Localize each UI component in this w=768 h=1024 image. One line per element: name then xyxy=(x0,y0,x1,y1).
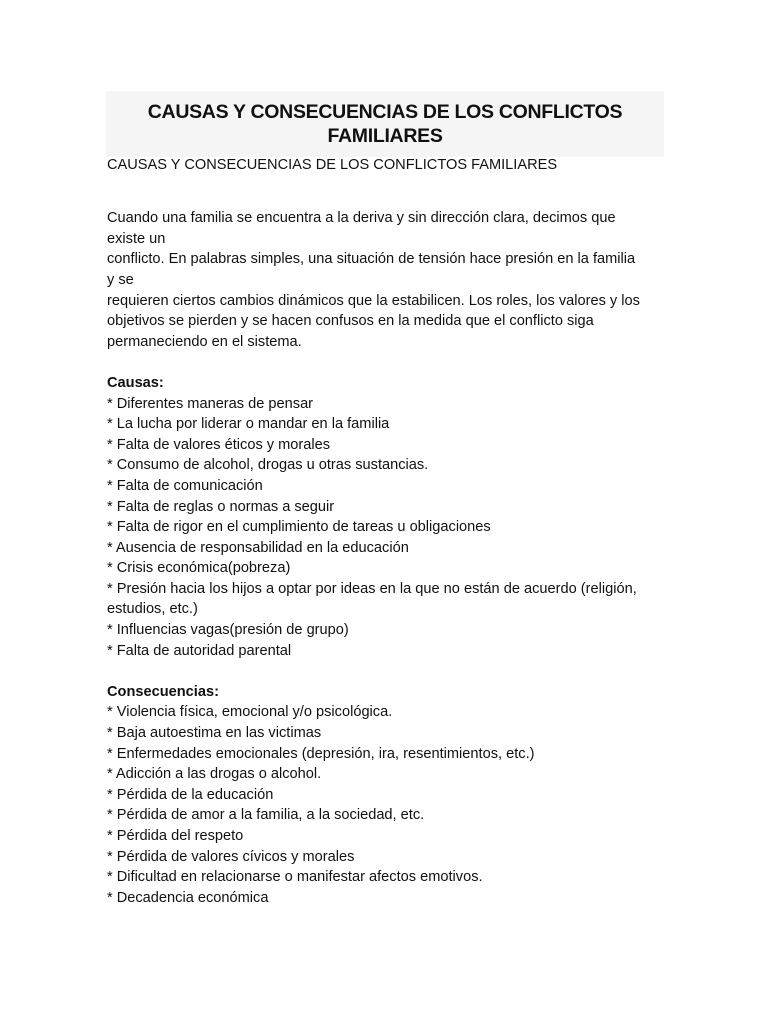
title-banner xyxy=(106,91,664,157)
list-item: * Influencias vagas(presión de grupo) xyxy=(107,622,349,639)
list-item: * Pérdida de amor a la familia, a la sociedad, etc. xyxy=(107,807,425,824)
intro-line: conflicto. En palabras simples, una situación de tensión hace presión en la familia xyxy=(107,251,636,268)
intro-line: existe un xyxy=(107,230,166,247)
causes-section xyxy=(107,373,667,661)
document-body xyxy=(107,155,667,908)
list-item: * Adicción a las drogas o alcohol. xyxy=(107,766,322,783)
list-item: * Consumo de alcohol, drogas u otras sustancias. xyxy=(107,457,429,474)
list-item: * Dificultad en relacionarse o manifestar afectos emotivos. xyxy=(107,869,483,886)
page-title: CAUSAS Y CONSECUENCIAS DE LOS CONFLICTOS FAMILIARES xyxy=(147,101,623,147)
intro-line: objetivos se pierden y se hacen confusos en la medida que el conflicto siga xyxy=(107,313,594,330)
consequences-section xyxy=(107,682,667,909)
list-item: * Ausencia de responsabilidad en la educación xyxy=(107,539,409,556)
list-item: * Presión hacia los hijos a optar por ideas en la que no están de acuerdo (religión, estudios, etc.) xyxy=(107,580,637,618)
list-item: * Decadencia económica xyxy=(107,889,269,906)
spacer xyxy=(107,352,667,373)
list-item: * Falta de rigor en el cumplimiento de tareas u obligaciones xyxy=(107,519,491,536)
consequences-heading: Consecuencias: xyxy=(107,683,219,700)
intro-paragraph xyxy=(107,208,667,352)
spacer xyxy=(107,661,667,682)
causes-heading: Causas: xyxy=(107,374,164,391)
list-item: * Pérdida de valores cívicos y morales xyxy=(107,848,355,865)
list-item: * Baja autoestima en las victimas xyxy=(107,725,322,742)
list-item: * Falta de reglas o normas a seguir xyxy=(107,498,335,515)
list-item: * Diferentes maneras de pensar xyxy=(107,395,314,412)
intro-line: permaneciendo en el sistema. xyxy=(107,333,302,350)
spacer xyxy=(107,176,667,197)
list-item: * Falta de autoridad parental xyxy=(107,642,292,659)
causes-list xyxy=(107,394,667,662)
list-item: * Enfermedades emocionales (depresión, ira, resentimientos, etc.) xyxy=(107,745,535,762)
list-item: * Falta de comunicación xyxy=(107,477,263,494)
intro-line: Cuando una familia se encuentra a la deriva y sin dirección clara, decimos que xyxy=(107,210,616,227)
list-item: * Pérdida del respeto xyxy=(107,828,244,844)
intro-line: requieren ciertos cambios dinámicos que la estabilicen. Los roles, los valores y los xyxy=(107,292,640,309)
list-item: * Crisis económica(pobreza) xyxy=(107,560,291,577)
spacer xyxy=(107,196,667,208)
intro-line: y se xyxy=(107,271,134,288)
list-item: * Pérdida de la educación xyxy=(107,786,274,803)
list-item: * La lucha por liderar o mandar en la familia xyxy=(107,416,390,433)
consequences-list xyxy=(107,702,667,908)
list-item: * Falta de valores éticos y morales xyxy=(107,436,331,453)
document-subtitle: CAUSAS Y CONSECUENCIAS DE LOS CONFLICTOS FAMILIARES xyxy=(107,157,558,173)
list-item: * Violencia física, emocional y/o psicológica. xyxy=(107,704,393,721)
